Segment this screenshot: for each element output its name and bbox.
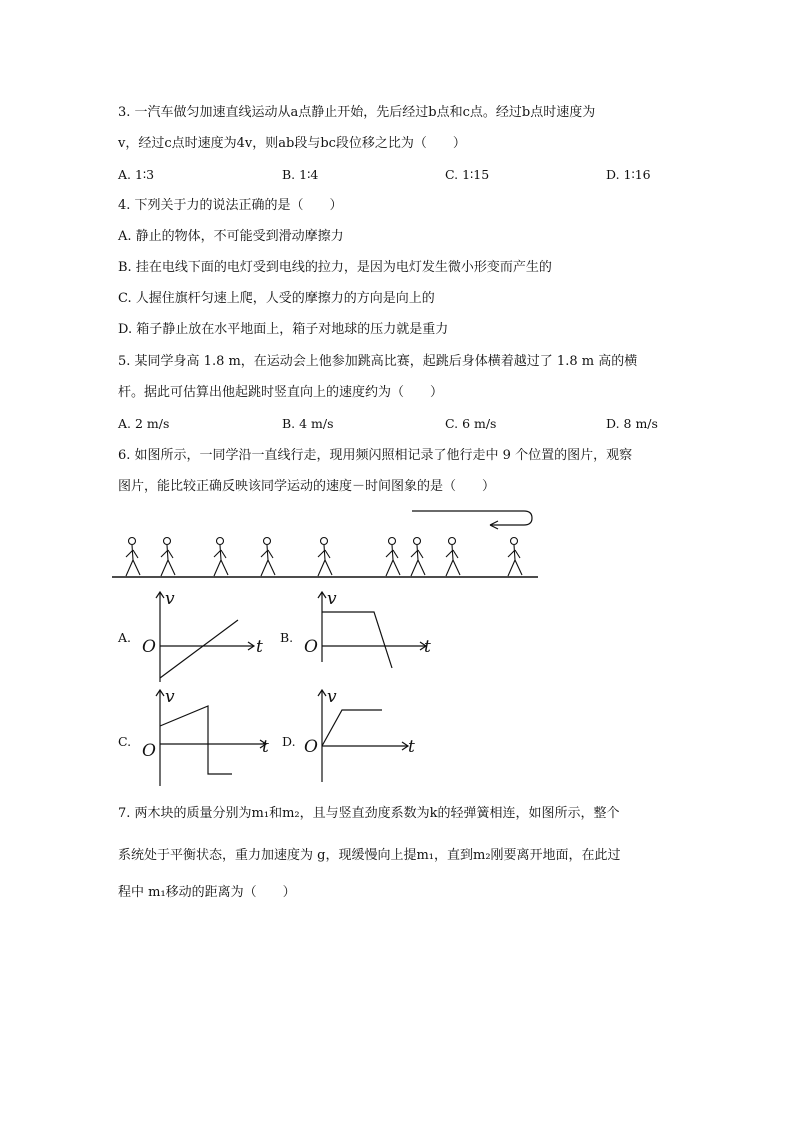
q3-stem-line2: v，经过c点时速度为4v，则ab段与bc段位移之比为（ ） <box>118 136 466 151</box>
graph-b-line <box>322 612 392 668</box>
q7-stem-line2: 系统处于平衡状态，重力加速度为 g，现缓慢向上提m₁，直到m₂刚要离开地面，在此过 <box>118 848 621 863</box>
walking-person-icon <box>446 538 460 577</box>
q6-option-c-label: C. <box>118 734 132 749</box>
vt-graph-d <box>302 688 422 783</box>
axis-v-label: v <box>327 589 337 609</box>
q3-option-a: A. 1∶3 <box>118 167 155 182</box>
origin-label: O <box>304 637 318 657</box>
walking-person-icon <box>161 538 175 577</box>
walking-person-icon <box>508 538 522 577</box>
q4-option-a: A. 静止的物体，不可能受到滑动摩擦力 <box>118 229 344 244</box>
axis-v-label: v <box>165 589 175 609</box>
q6-option-b-label: B. <box>280 630 294 645</box>
origin-label: O <box>142 637 156 657</box>
q4-option-c: C. 人握住旗杆匀速上爬，人受的摩擦力的方向是向上的 <box>118 291 435 306</box>
graph-a-line <box>160 620 238 678</box>
q6-stem-line2: 图片，能比较正确反映该同学运动的速度－时间图象的是（ ） <box>118 479 496 494</box>
q7-stem-line3: 程中 m₁移动的距离为（ ） <box>118 885 296 900</box>
origin-label: O <box>304 737 318 757</box>
q3-option-c: C. 1∶15 <box>445 167 490 182</box>
walking-person-icon <box>386 538 400 577</box>
q5-option-b: B. 4 m/s <box>282 416 334 431</box>
origin-label: O <box>142 741 156 761</box>
q5-option-a: A. 2 m/s <box>118 416 170 431</box>
q5-option-c: C. 6 m/s <box>445 416 497 431</box>
walking-person-icon <box>318 538 332 577</box>
walking-person-icon <box>126 538 140 577</box>
q5-stem-line1: 5. 某同学身高 1.8 m，在运动会上他参加跳高比赛，起跳后身体横着越过了 1.8 m 高的横 <box>118 354 638 369</box>
q6-stem-line1: 6. 如图所示，一同学沿一直线行走，现用频闪照相记录了他行走中 9 个位置的图片，观察 <box>118 448 633 463</box>
axis-v-label: v <box>165 687 175 707</box>
q5-stem-line2: 杆。据此可估算出他起跳时竖直向上的速度约为（ ） <box>118 385 444 400</box>
axis-t-label: t <box>424 637 431 657</box>
q5-option-d: D. 8 m/s <box>606 416 658 431</box>
graph-d-line <box>322 710 382 746</box>
vt-graph-b <box>302 589 431 680</box>
q6-option-a-label: A. <box>118 630 132 645</box>
axis-t-label: t <box>256 637 263 657</box>
q4-stem: 4. 下列关于力的说法正确的是（ ） <box>118 198 343 213</box>
walking-person-icon <box>214 538 228 577</box>
q3-option-b: B. 1∶4 <box>282 167 319 182</box>
q3-option-d: D. 1∶16 <box>606 167 651 182</box>
q7-stem-line1: 7. 两木块的质量分别为m₁和m₂，且与竖直劲度系数为k的轻弹簧相连，如图所示，整个 <box>118 806 620 821</box>
direction-arrow-icon <box>412 511 532 525</box>
axis-t-label: t <box>262 737 269 757</box>
q6-option-d-label: D. <box>282 734 296 749</box>
q4-option-b: B. 挂在电线下面的电灯受到电线的拉力，是因为电灯发生微小形变而产生的 <box>118 260 552 275</box>
vt-graph-c <box>140 688 270 788</box>
graph-c-line <box>160 706 232 774</box>
q4-option-d: D. 箱子静止放在水平地面上，箱子对地球的压力就是重力 <box>118 322 449 337</box>
axis-v-label: v <box>327 687 337 707</box>
walking-person-icon <box>411 538 425 577</box>
walking-person-icon <box>261 538 275 577</box>
vt-graph-a <box>140 589 263 690</box>
q3-stem-line1: 3. 一汽车做匀加速直线运动从a点静止开始，先后经过b点和c点。经过b点时速度为 <box>118 105 596 120</box>
walking-strip-figure <box>112 505 542 585</box>
axis-t-label: t <box>408 737 415 757</box>
